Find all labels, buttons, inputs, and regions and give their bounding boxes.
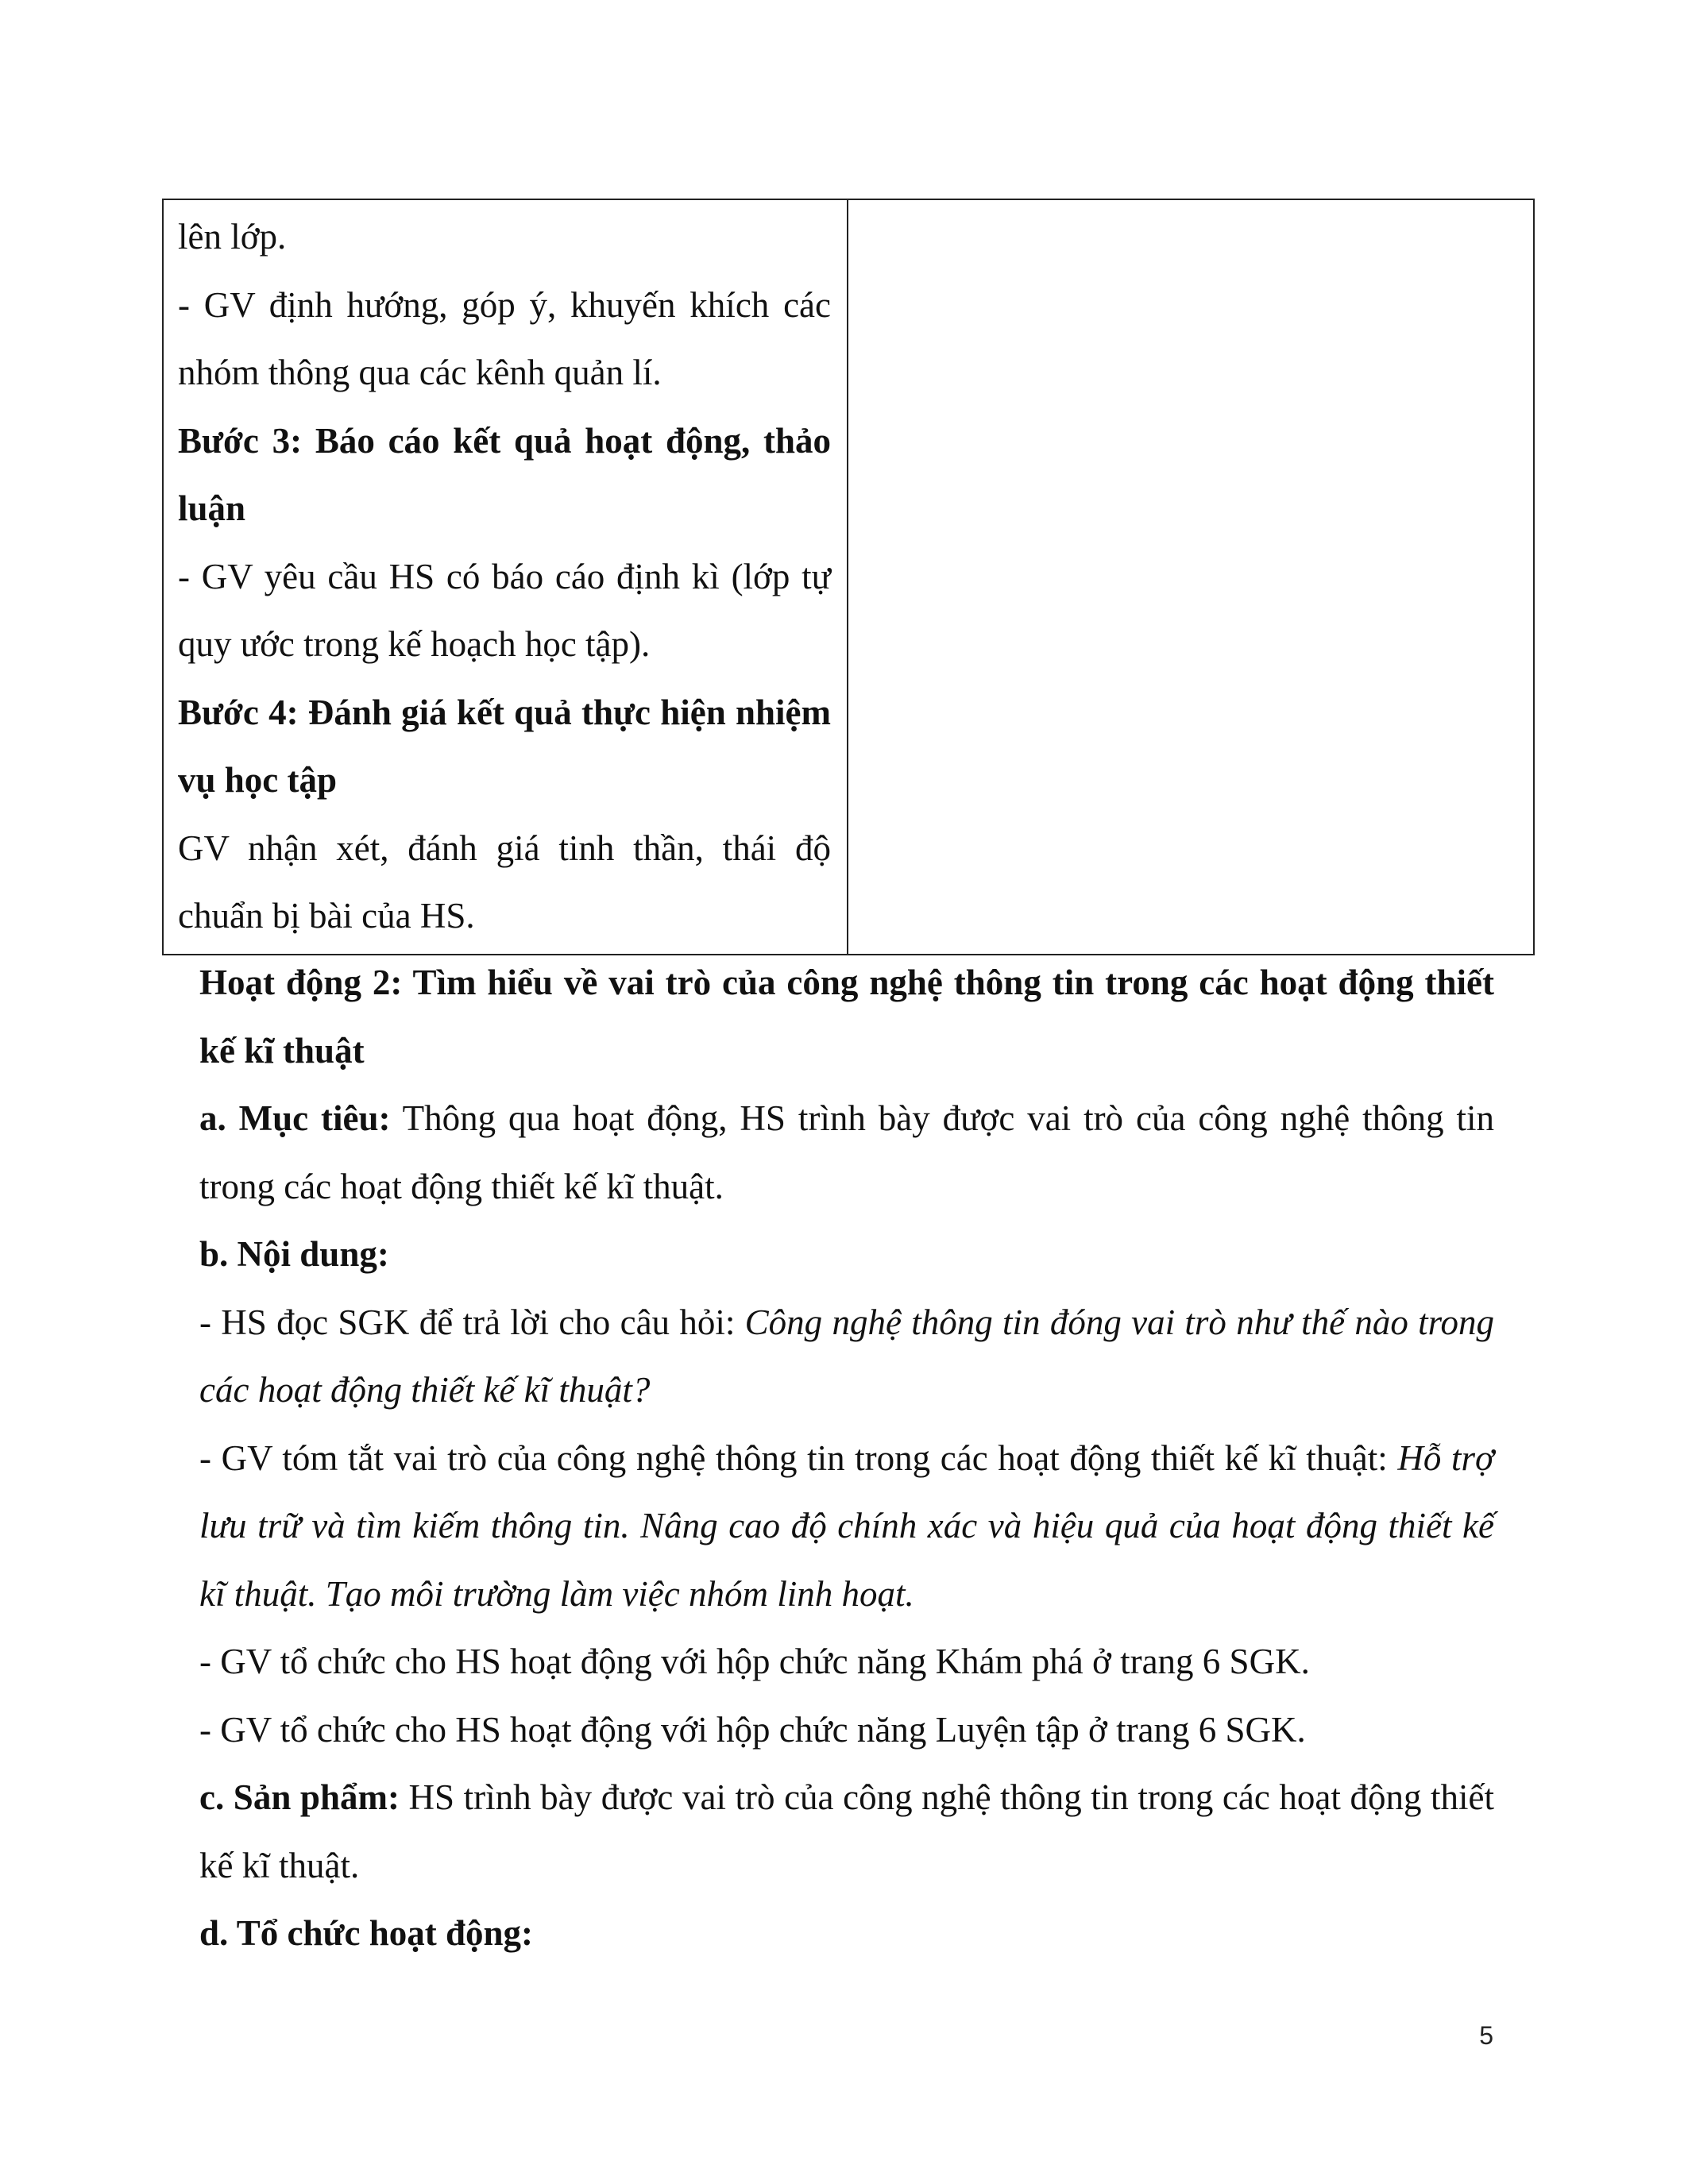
content-summary-italic: Hỗ trợ lưu trữ và tìm kiếm thông tin. Nâng cao độ chính xác và hiệu quả của hoạt động thiết kế kĩ thuật. Tạo môi trường làm việc nhóm linh hoạt. <box>199 1437 1494 1614</box>
left-cell-guidance: - GV định hướng, góp ý, khuyến khích các nhóm thông qua các kênh quản lí. <box>178 284 831 392</box>
content-summary-lead: - GV tóm tắt vai trò của công nghệ thông tin trong các hoạt động thiết kế kĩ thuật: <box>199 1437 1398 1478</box>
product-label: c. Sản phẩm: <box>199 1777 400 1817</box>
activity2-section <box>199 949 1494 1968</box>
product-text: HS trình bày được vai trò của công nghệ thông tin trong các hoạt động thiết kế kĩ thuật. <box>199 1777 1494 1885</box>
content-question-italic: Công nghệ thông tin đóng vai trò như thế nào trong các hoạt động thiết kế kĩ thuật? <box>199 1302 1494 1410</box>
activity2-title: Hoạt động 2: Tìm hiểu về vai trò của công nghệ thông tin trong các hoạt động thiết kế kĩ thuật <box>199 963 1494 1071</box>
objective-text: Thông qua hoạt động, HS trình bày được vai trò của công nghệ thông tin trong các hoạt động thiết kế kĩ thuật. <box>199 1098 1494 1206</box>
content-practice: - GV tổ chức cho HS hoạt động với hộp chức năng Luyện tập ở trang 6 SGK. <box>199 1709 1306 1750</box>
page-number: 5 <box>1479 2021 1493 2050</box>
content-explore: - GV tổ chức cho HS hoạt động với hộp chức năng Khám phá ở trang 6 SGK. <box>199 1642 1310 1681</box>
step4-text: GV nhận xét, đánh giá tinh thần, thái độ chuẩn bị bài của HS. <box>178 828 831 936</box>
left-cell-line1: lên lớp. <box>178 217 287 257</box>
content-label: b. Nội dung: <box>199 1234 389 1274</box>
step3-heading: Bước 3: Báo cáo kết quả hoạt động, thảo luận <box>178 420 831 528</box>
table-right-cell <box>848 200 1533 954</box>
organization-label: d. Tổ chức hoạt động: <box>199 1913 534 1953</box>
step4-heading: Bước 4: Đánh giá kết quả thực hiện nhiệm vụ học tập <box>178 692 831 800</box>
step3-text: - GV yêu cầu HS có báo cáo định kì (lớp tự quy ước trong kế hoạch học tập). <box>178 556 831 664</box>
lesson-table <box>162 199 1535 955</box>
content-summary <box>199 1425 1494 1629</box>
content-question <box>199 1289 1494 1425</box>
content-question-lead: - HS đọc SGK để trả lời cho câu hỏi: <box>199 1302 745 1342</box>
objective-paragraph <box>199 1085 1494 1221</box>
objective-label: a. Mục tiêu: <box>199 1098 391 1138</box>
table-left-cell <box>178 203 831 951</box>
product-paragraph <box>199 1764 1494 1900</box>
